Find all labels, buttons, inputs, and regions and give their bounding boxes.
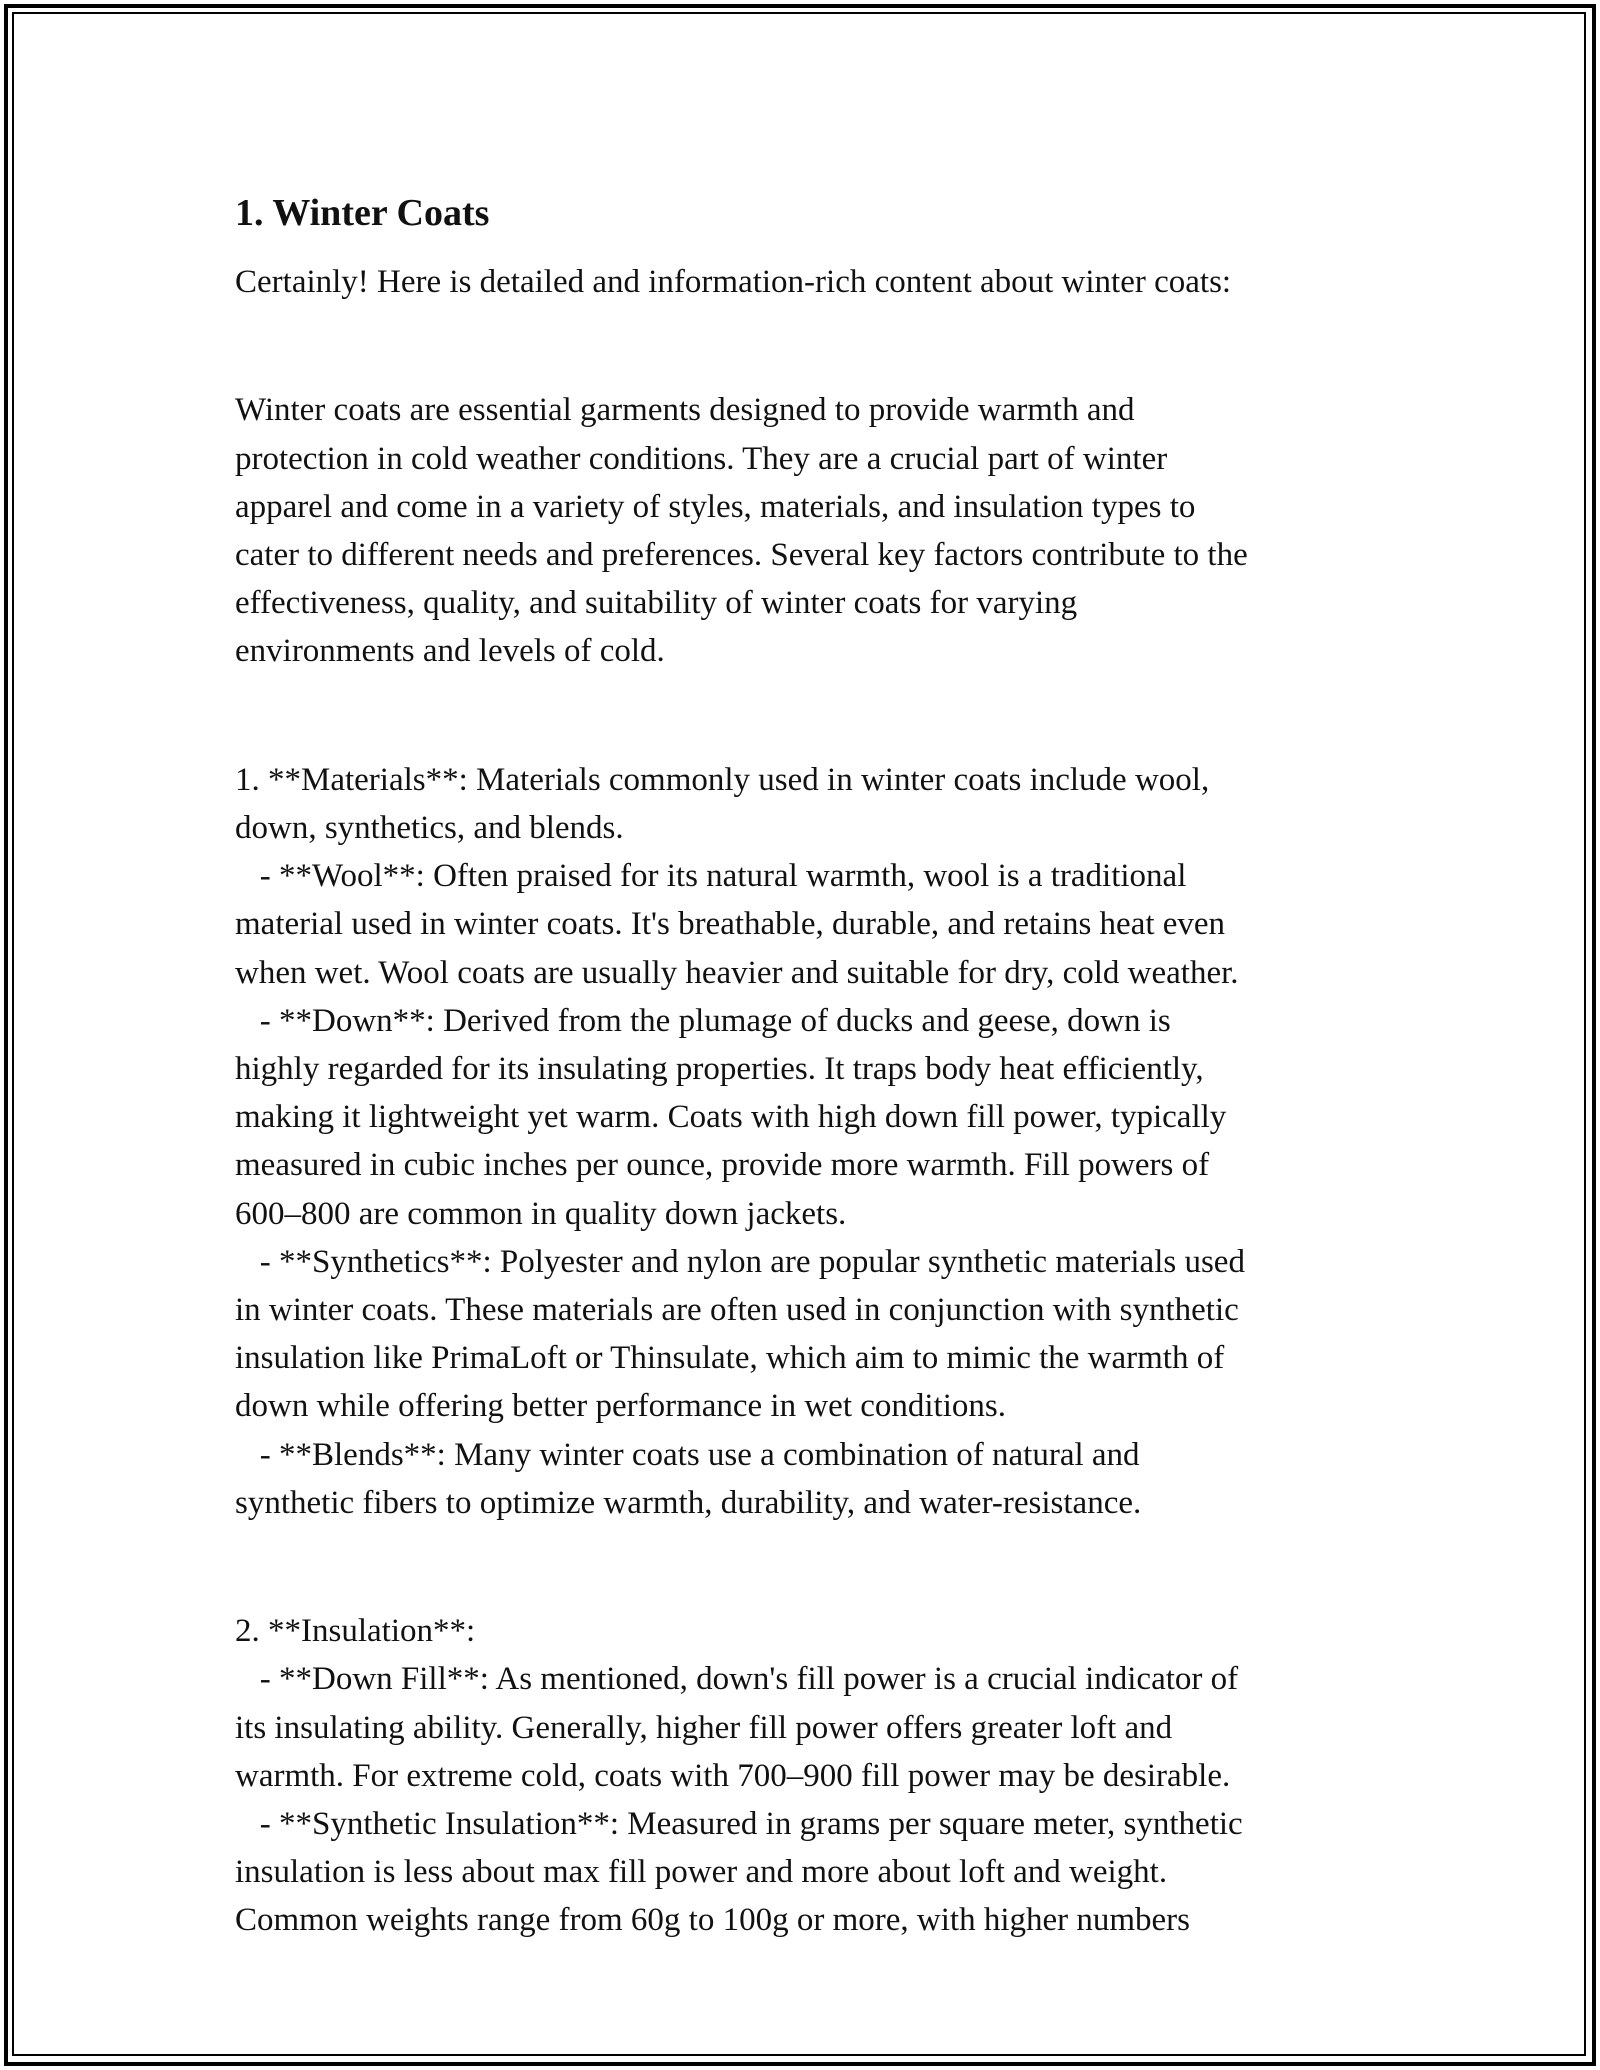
text-line: its insulating ability. Generally, higher fill power offers greater loft and: [235, 1709, 1173, 1746]
text-line: - **Blends**: Many winter coats use a combination of natural and: [235, 1436, 1140, 1473]
text-line: in winter coats. These materials are often used in conjunction with synthetic: [235, 1292, 1239, 1329]
text-line: highly regarded for its insulating properties. It traps body heat efficiently,: [235, 1051, 1204, 1088]
text-line: insulation is less about max fill power and more about loft and weight.: [235, 1854, 1168, 1891]
text-line: Certainly! Here is detailed and information-rich content about winter coats:: [235, 264, 1232, 300]
text-line: protection in cold weather conditions. They are a crucial part of winter: [235, 440, 1168, 477]
text-line: measured in cubic inches per ounce, provide more warmth. Fill powers of: [235, 1147, 1210, 1184]
text-line: down while offering better performance in wet conditions.: [235, 1388, 1006, 1425]
text-line: 1. **Materials**: Materials commonly used in winter coats include wool,: [235, 761, 1210, 798]
text-line: when wet. Wool coats are usually heavier and suitable for dry, cold weather.: [235, 954, 1239, 991]
text-line: Common weights range from 60g to 100g or more, with higher numbers: [235, 1902, 1191, 1939]
text-line: cater to different needs and preferences. Several key factors contribute to the: [235, 537, 1248, 573]
text-line: synthetic fibers to optimize warmth, durability, and water-resistance.: [235, 1484, 1142, 1521]
text-line: - **Synthetic Insulation**: Measured in grams per square meter, synthetic: [235, 1806, 1243, 1843]
blank-line: [235, 1543, 1375, 1591]
text-line: - **Down Fill**: As mentioned, down's fill power is a crucial indicator of: [235, 1661, 1239, 1698]
text-line: material used in winter coats. It's breathable, durable, and retains heat even: [235, 906, 1226, 943]
text-line: - **Synthetics**: Polyester and nylon are popular synthetic materials used: [235, 1243, 1245, 1280]
text-line: - **Wool**: Often praised for its natural warmth, wool is a traditional: [235, 858, 1187, 895]
text-line: making it lightweight yet warm. Coats with high down fill power, typically: [235, 1099, 1227, 1136]
blank-line: [235, 692, 1375, 740]
document-title: 1. Winter Coats: [235, 192, 490, 234]
document-text: [235, 258, 1375, 1945]
text-line: apparel and come in a variety of styles, materials, and insulation types to: [235, 488, 1196, 525]
text-line: effectiveness, quality, and suitability of winter coats for varying: [235, 585, 1078, 622]
text-line: Winter coats are essential garments designed to provide warmth and: [235, 392, 1135, 429]
text-line: - **Down**: Derived from the plumage of ducks and geese, down is: [235, 1002, 1171, 1039]
blank-line: [235, 322, 1375, 370]
text-line: insulation like PrimaLoft or Thinsulate, which aim to mimic the warmth of: [235, 1340, 1225, 1377]
text-line: 600–800 are common in quality down jackets.: [235, 1195, 847, 1232]
document-body: [235, 185, 1375, 1945]
text-line: down, synthetics, and blends.: [235, 810, 624, 846]
text-line: warmth. For extreme cold, coats with 700–900 fill power may be desirable.: [235, 1757, 1231, 1794]
text-line: environments and levels of cold.: [235, 633, 665, 670]
text-line: 2. **Insulation**:: [235, 1613, 476, 1650]
